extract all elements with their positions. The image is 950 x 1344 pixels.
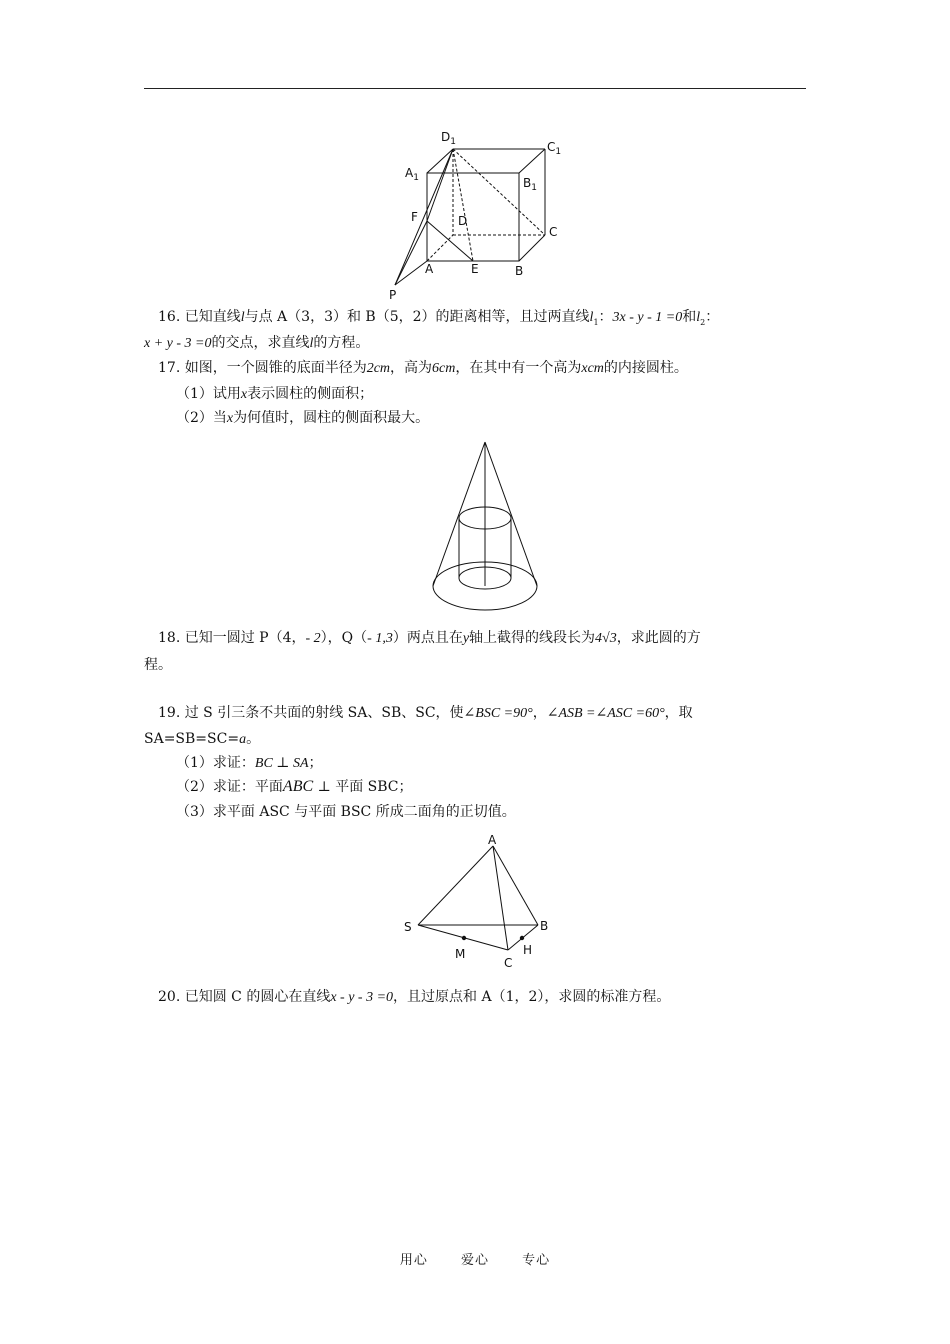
q18-line1: 18. 已知一圆过 P（4，- 2），Q（- 1,3）两点且在y轴上截得的线段长为4√3，求此圆的方 xyxy=(158,630,701,646)
label-C: C xyxy=(504,956,513,970)
footer-item: 用心 xyxy=(399,1253,428,1268)
q17-line1: 17. 如图，一个圆锥的底面半径为2cm，高为6cm，在其中有一个高为xcm的内接圆柱。 xyxy=(158,360,688,376)
footer-item: 专心 xyxy=(522,1253,551,1268)
header-rule xyxy=(144,88,806,89)
q19-line2: SA=SB=SC=a。 xyxy=(144,731,261,747)
label-B1: $B_1$ xyxy=(523,176,537,193)
label-H: H xyxy=(523,943,533,957)
q19-part3: （3）求平面 ASC 与平面 BSC 所成二面角的正切值。 xyxy=(176,804,516,820)
cube-figure xyxy=(385,125,575,305)
label-E: E xyxy=(471,262,479,276)
q16-line2: x + y - 3 =0的交点，求直线l的方程。 xyxy=(144,335,370,351)
label-B: B xyxy=(515,264,524,278)
q19-part1: （1）求证：BC ⊥ SA； xyxy=(176,755,323,771)
tetra-figure xyxy=(398,828,558,973)
label-A: A xyxy=(425,262,434,276)
footer-item: 爱心 xyxy=(460,1253,489,1268)
label-A: A xyxy=(488,833,497,847)
q17-part2: （2）当x为何值时，圆柱的侧面积最大。 xyxy=(176,410,430,426)
label-D: D xyxy=(458,214,468,228)
q16-line1: 16. 已知直线l与点 A（3，3）和 B（5，2）的距离相等，且过两直线$l_1$：3x - y - 1 =0和$l_2$： xyxy=(158,309,720,327)
page-footer xyxy=(0,1249,950,1268)
cone-figure xyxy=(425,438,555,618)
label-A1: $A_1$ xyxy=(405,166,419,183)
label-F: F xyxy=(411,210,418,224)
q19-line1: 19. 过 S 引三条不共面的射线 SA、SB、SC，使∠BSC =90°，∠ASB =∠ASC =60°，取 xyxy=(158,705,693,721)
label-S: S xyxy=(404,920,412,934)
label-B: B xyxy=(540,919,549,933)
label-C1: $C_1$ xyxy=(547,140,562,157)
label-M: M xyxy=(455,947,466,961)
label-D1: $D_1$ xyxy=(441,130,456,147)
label-C: C xyxy=(549,225,558,239)
q17-part1: （1）试用x表示圆柱的侧面积； xyxy=(176,386,374,402)
q20-line1: 20. 已知圆 C 的圆心在直线x - y - 3 =0，且过原点和 A（1，2），求圆的标准方程。 xyxy=(158,989,671,1005)
q19-part2: （2）求证：平面ABC ⊥ 平面 SBC； xyxy=(176,778,413,795)
label-P: P xyxy=(389,288,397,302)
q18-line2: 程。 xyxy=(144,657,172,673)
